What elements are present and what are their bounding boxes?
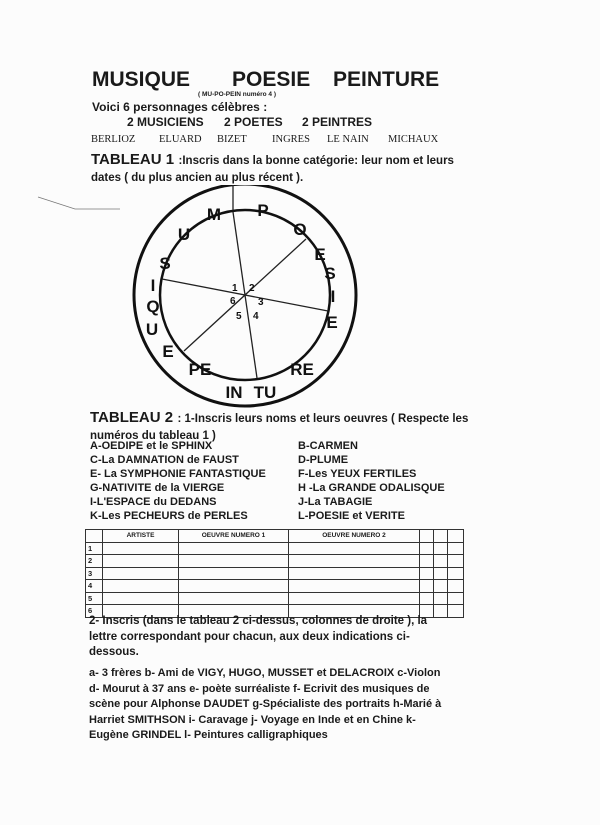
grid-row: [86, 580, 464, 593]
grid-cell[interactable]: [289, 592, 420, 605]
wheel-letter-in: IN: [225, 383, 243, 402]
work-f: F-Les YEUX FERTILES: [298, 468, 417, 480]
grid-cell[interactable]: [179, 592, 289, 605]
grid-cell[interactable]: [434, 592, 448, 605]
name-ingres: INGRES: [272, 134, 310, 145]
grid-header-oeuvre-2: OEUVRE NUMERO 2: [289, 530, 420, 543]
grid-row-number: 4: [86, 580, 103, 593]
grid-cell[interactable]: [103, 542, 179, 555]
tableau2-block: [90, 410, 475, 444]
wheel-letter-m: M: [206, 205, 222, 224]
wheel-number-4: 4: [253, 311, 259, 322]
work-l: L-POESIE et VERITE: [298, 510, 405, 522]
grid-cell[interactable]: [420, 592, 434, 605]
grid-row: [86, 592, 464, 605]
grid-cell[interactable]: [289, 542, 420, 555]
grid-cell[interactable]: [420, 567, 434, 580]
wheel-number-1: 1: [232, 283, 238, 294]
grid-row-number: 2: [86, 555, 103, 568]
name-berlioz: BERLIOZ: [91, 134, 136, 145]
category-wheel: [120, 185, 370, 410]
grid-cell[interactable]: [448, 580, 464, 593]
grid-cell[interactable]: [448, 542, 464, 555]
grid-cell[interactable]: [420, 580, 434, 593]
tableau2-heading: TABLEAU 2: [90, 409, 174, 426]
wheel-letter-e3: E: [314, 245, 326, 264]
grid-cell[interactable]: [434, 542, 448, 555]
grid-header-oeuvre-1: OEUVRE NUMERO 1: [179, 530, 289, 543]
wheel-letter-e4: E: [326, 313, 338, 332]
grid-cell[interactable]: [434, 580, 448, 593]
tableau1-heading: TABLEAU 1: [91, 151, 175, 168]
wheel-number-3: 3: [258, 297, 264, 308]
grid-row: [86, 567, 464, 580]
grid-cell[interactable]: [434, 567, 448, 580]
tableau1-block: [91, 152, 471, 186]
work-i: I-L'ESPACE du DEDANS: [90, 496, 217, 508]
grid-cell[interactable]: [103, 580, 179, 593]
grid-cell[interactable]: [289, 567, 420, 580]
grid-header-corner: [86, 530, 103, 543]
wheel-letter-p: P: [257, 201, 269, 220]
category-poetes: 2 POETES: [224, 115, 283, 129]
title-musique: MUSIQUE: [92, 68, 191, 91]
grid-cell[interactable]: [448, 567, 464, 580]
work-c: C-La DAMNATION de FAUST: [90, 454, 239, 466]
answer-grid: [85, 529, 464, 618]
wheel-number-2: 2: [249, 283, 255, 294]
wheel-letter-u2: U: [145, 320, 159, 339]
grid-cell[interactable]: [179, 580, 289, 593]
work-d: D-PLUME: [298, 454, 349, 466]
wheel-letter-re: RE: [290, 360, 314, 379]
tableau1-instruction: :Inscris dans la bonne catégorie: leur nom et leurs dates ( du plus ancien au plus récent ).: [91, 155, 454, 184]
wheel-number-6: 6: [230, 296, 236, 307]
wheel-letter-u: U: [177, 225, 191, 244]
grid-cell[interactable]: [289, 580, 420, 593]
grid-cell[interactable]: [420, 542, 434, 555]
grid-header-row: [86, 530, 464, 543]
grid-row-number: 1: [86, 542, 103, 555]
grid-cell[interactable]: [448, 555, 464, 568]
wheel-letter-e: E: [162, 342, 174, 361]
grid-cell[interactable]: [179, 555, 289, 568]
title-poesie: POESIE: [232, 68, 311, 91]
clues-paragraph: a- 3 frères b- Ami de VIGY, HUGO, MUSSET et DELACROIX c-Violon d- Mourut à 37 ans e- poète surréaliste f- Ecrivit des musiques de scène pour Alphonse DAUDET g-Spécialiste des portraits h-Marié à Harriet SMITHSON i- Caravage j- Voyage en Inde et en Chine k-Eugène GRINDEL l- Peintures calligraphiques: [89, 667, 442, 741]
wheel-letter-s: S: [159, 254, 171, 273]
tableau2-instruction: : 1-Inscris leurs noms et leurs oeuvres ( Respecte les numéros du tableau 1 ): [90, 413, 469, 442]
wheel-letter-tu: TU: [253, 383, 277, 402]
wheel-letter-s2: S: [324, 264, 336, 283]
wheel-letter-pe: PE: [188, 360, 212, 379]
grid-cell[interactable]: [289, 555, 420, 568]
grid-row: [86, 555, 464, 568]
grid-row-number: 3: [86, 567, 103, 580]
grid-cell[interactable]: [420, 555, 434, 568]
grid-header-letter-1: [420, 530, 434, 543]
work-a: A-OEDIPE et le SPHINX: [90, 440, 213, 452]
grid-row-number: 5: [86, 592, 103, 605]
grid-header-artiste: ARTISTE: [103, 530, 179, 543]
category-peintres: 2 PEINTRES: [302, 115, 373, 129]
grid-cell[interactable]: [434, 555, 448, 568]
grid-cell[interactable]: [103, 555, 179, 568]
work-b: B-CARMEN: [298, 440, 358, 452]
category-musiciens: 2 MUSICIENS: [127, 115, 204, 129]
work-j: J-La TABAGIE: [298, 496, 373, 508]
work-g: G-NATIVITE de la VIERGE: [90, 482, 225, 494]
wheel-letter-i: I: [150, 276, 156, 295]
grid-header-letter-2: [434, 530, 448, 543]
grid-header-letter-3: [448, 530, 464, 543]
wheel-letter-o: O: [293, 220, 307, 239]
wheel-letter-i2: I: [330, 287, 336, 306]
wheel-number-5: 5: [236, 311, 242, 322]
grid-cell[interactable]: [448, 592, 464, 605]
grid-cell[interactable]: [179, 542, 289, 555]
grid-cell[interactable]: [103, 592, 179, 605]
question-2: 2- Inscris (dans le tableau 2 ci-dessus, colonnes de droite ), la lettre correspondant pour chacun, aux deux indications ci-dessous.: [89, 615, 428, 658]
grid-row-number: 6: [86, 605, 103, 618]
subtitle: ( MU-PO-PEIN numéro 4 ): [198, 91, 277, 98]
intro-text: Voici 6 personnages célèbres :: [92, 100, 268, 114]
grid-cell[interactable]: [103, 567, 179, 580]
scan-mark: [30, 195, 130, 220]
wheel-letter-q: Q: [146, 297, 160, 316]
work-h: H -La GRANDE ODALISQUE: [298, 482, 445, 494]
name-eluard: ELUARD: [159, 134, 202, 145]
name-bizet: BIZET: [217, 134, 247, 145]
grid-row: [86, 542, 464, 555]
name-michaux: MICHAUX: [388, 134, 439, 145]
work-e: E- La SYMPHONIE FANTASTIQUE: [90, 468, 266, 480]
title-peinture: PEINTURE: [333, 68, 440, 91]
name-le-nain: LE NAIN: [327, 134, 369, 145]
work-k: K-Les PECHEURS de PERLES: [90, 510, 248, 522]
grid-cell[interactable]: [179, 567, 289, 580]
